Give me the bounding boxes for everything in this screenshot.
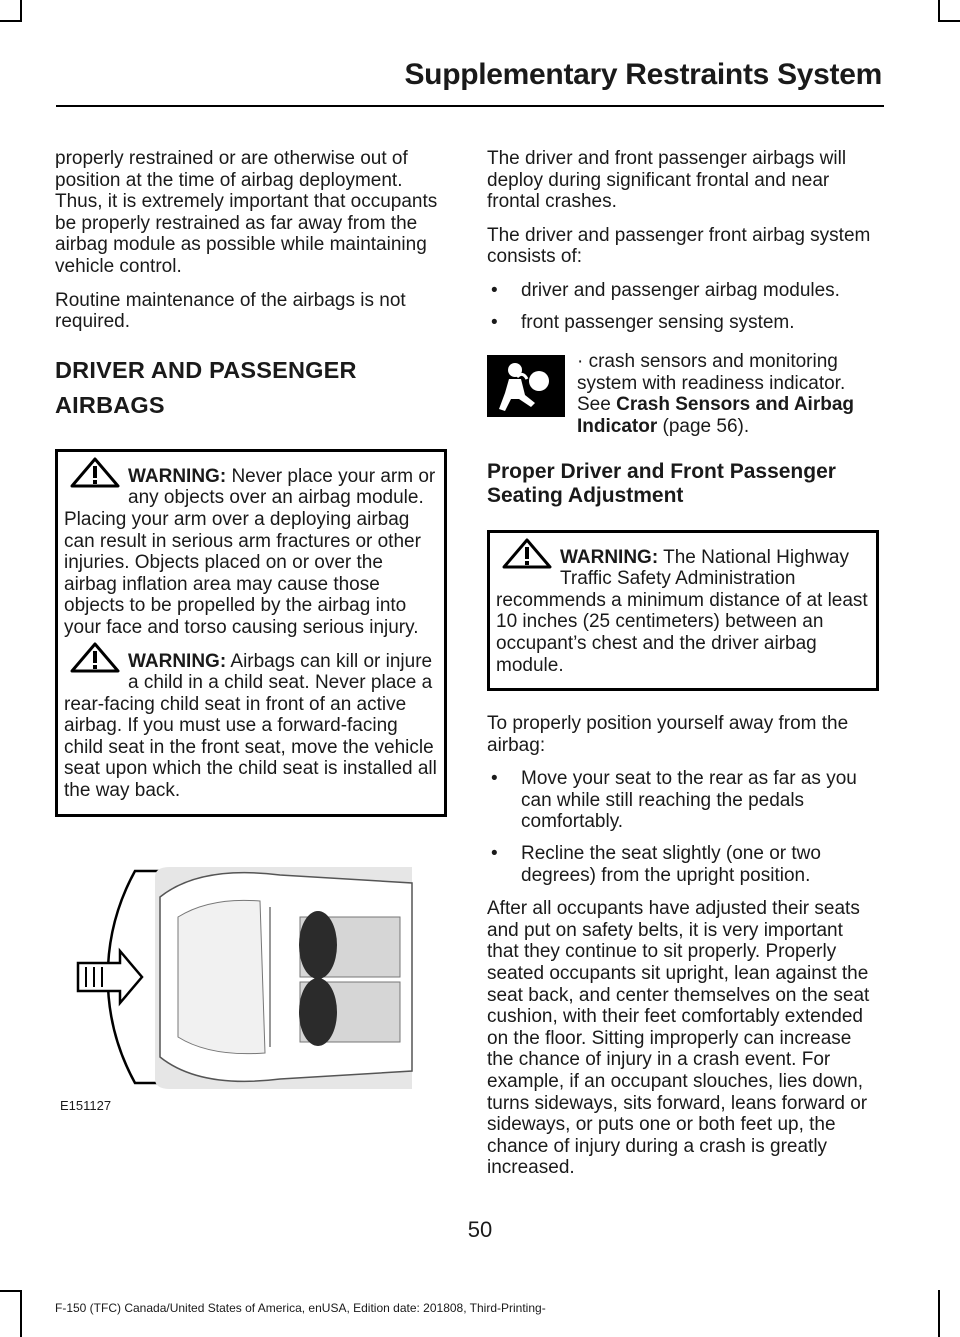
warning-box — [55, 449, 447, 817]
figure-code: E151127 — [60, 1098, 112, 1114]
page-reference: (page 56). — [662, 415, 750, 437]
airbag-indicator-icon — [487, 355, 565, 417]
vehicle-top-view-illustration — [60, 857, 420, 1097]
warning-label: WARNING: — [128, 650, 227, 672]
paragraph: The driver and passenger front airbag system consists of: — [487, 224, 871, 268]
airbag-indicator-row — [487, 351, 879, 437]
section-heading-line: DRIVER AND PASSENGER — [55, 356, 357, 383]
subsection-heading: Proper Driver and Front Passenger Seating Adjustment — [487, 459, 836, 507]
paragraph: After all occupants have adjusted their seats and put on safety belts, it is very important that they continue to sit properly. Properly seated occupants sit upright, lean against the seat back, and center themselves on the seat cushion, with their feet comfortably extended on the floor. Sitting improperly can increase the chance of injury in a crash event. For example, if an occupant slouches, lies down, turns sideways, sits forward, leans forward or sideways, or puts one or both feet up, the chance of injury during a crash is greatly increased. — [487, 898, 870, 1179]
crop-mark — [0, 20, 22, 22]
crop-mark — [938, 0, 940, 22]
page-number: 50 — [467, 1217, 493, 1242]
warning-icon — [68, 641, 122, 675]
warning-text: Airbags can kill or injure a child in a child seat. Never place a rear-facing child seat in front of an active airbag. If you must use a forward-facing child seat in the front seat, move the vehicle seat upon which the child seat is installed all the way back. — [64, 650, 437, 802]
airbag-deployment-figure — [60, 857, 420, 1117]
right-column — [487, 148, 879, 1191]
warning-text: Never place your arm or any objects over an airbag module. Placing your arm over a deploying airbag can result in serious arm fractures or other injuries. Objects placed on or over the airbag inflation area may cause those objects to be propelled by the airbag into your face and torso causing serious injury. — [64, 465, 436, 638]
warning-block — [496, 547, 870, 677]
list-item: • Recline the seat slightly (one or two degrees) from the upright position. — [487, 843, 879, 886]
paragraph: properly restrained or are otherwise out of position at the time of airbag deployment. Thus, it is extremely important that occupants be properly restrained as far away from the airbag module as possible while maintaining vehicle control. — [55, 148, 438, 277]
list-item: • driver and passenger airbag modules. — [487, 280, 879, 302]
warning-icon — [68, 456, 122, 490]
sensor-text: · crash sensors and monitoring system with readiness indicator. See — [577, 351, 846, 416]
crop-mark — [938, 1290, 940, 1337]
left-column — [55, 148, 447, 1117]
paragraph: Routine maintenance of the airbags is not required. — [55, 289, 406, 333]
paragraph: To properly position yourself away from the airbag: — [487, 713, 849, 756]
crop-mark — [0, 1290, 22, 1292]
warning-box — [487, 530, 879, 692]
paragraph: The driver and front passenger airbags will deploy during significant frontal and near frontal crashes. — [487, 148, 847, 213]
page-title: Supplementary Restraints System — [404, 58, 882, 91]
crop-mark — [20, 1290, 22, 1337]
warning-text: The National Highway Traffic Safety Administration recommends a minimum distance of at least 10 inches (25 centimeters) between an occupant’s chest and the driver airbag module. — [496, 546, 868, 676]
crop-mark — [938, 20, 960, 22]
list-item: • front passenger sensing system. — [487, 312, 879, 334]
warning-block — [64, 466, 438, 639]
warning-label: WARNING: — [128, 465, 227, 487]
section-heading-line: AIRBAGS — [55, 391, 165, 418]
warning-block — [64, 651, 438, 802]
bullet-list — [487, 280, 879, 333]
list-item: • Move your seat to the rear as far as you can while still reaching the pedals comfortably. — [487, 768, 879, 833]
warning-label: WARNING: — [560, 546, 659, 568]
bullet-list — [487, 768, 879, 886]
header-divider — [56, 105, 884, 107]
footer-text: F-150 (TFC) Canada/United States of America, enUSA, Edition date: 201808, Third-Printing- — [55, 1301, 546, 1315]
cross-reference-link[interactable]: Crash Sensors and Airbag Indicator — [577, 394, 855, 437]
warning-icon — [500, 537, 554, 571]
crop-mark — [20, 0, 22, 22]
section-heading — [55, 353, 447, 423]
